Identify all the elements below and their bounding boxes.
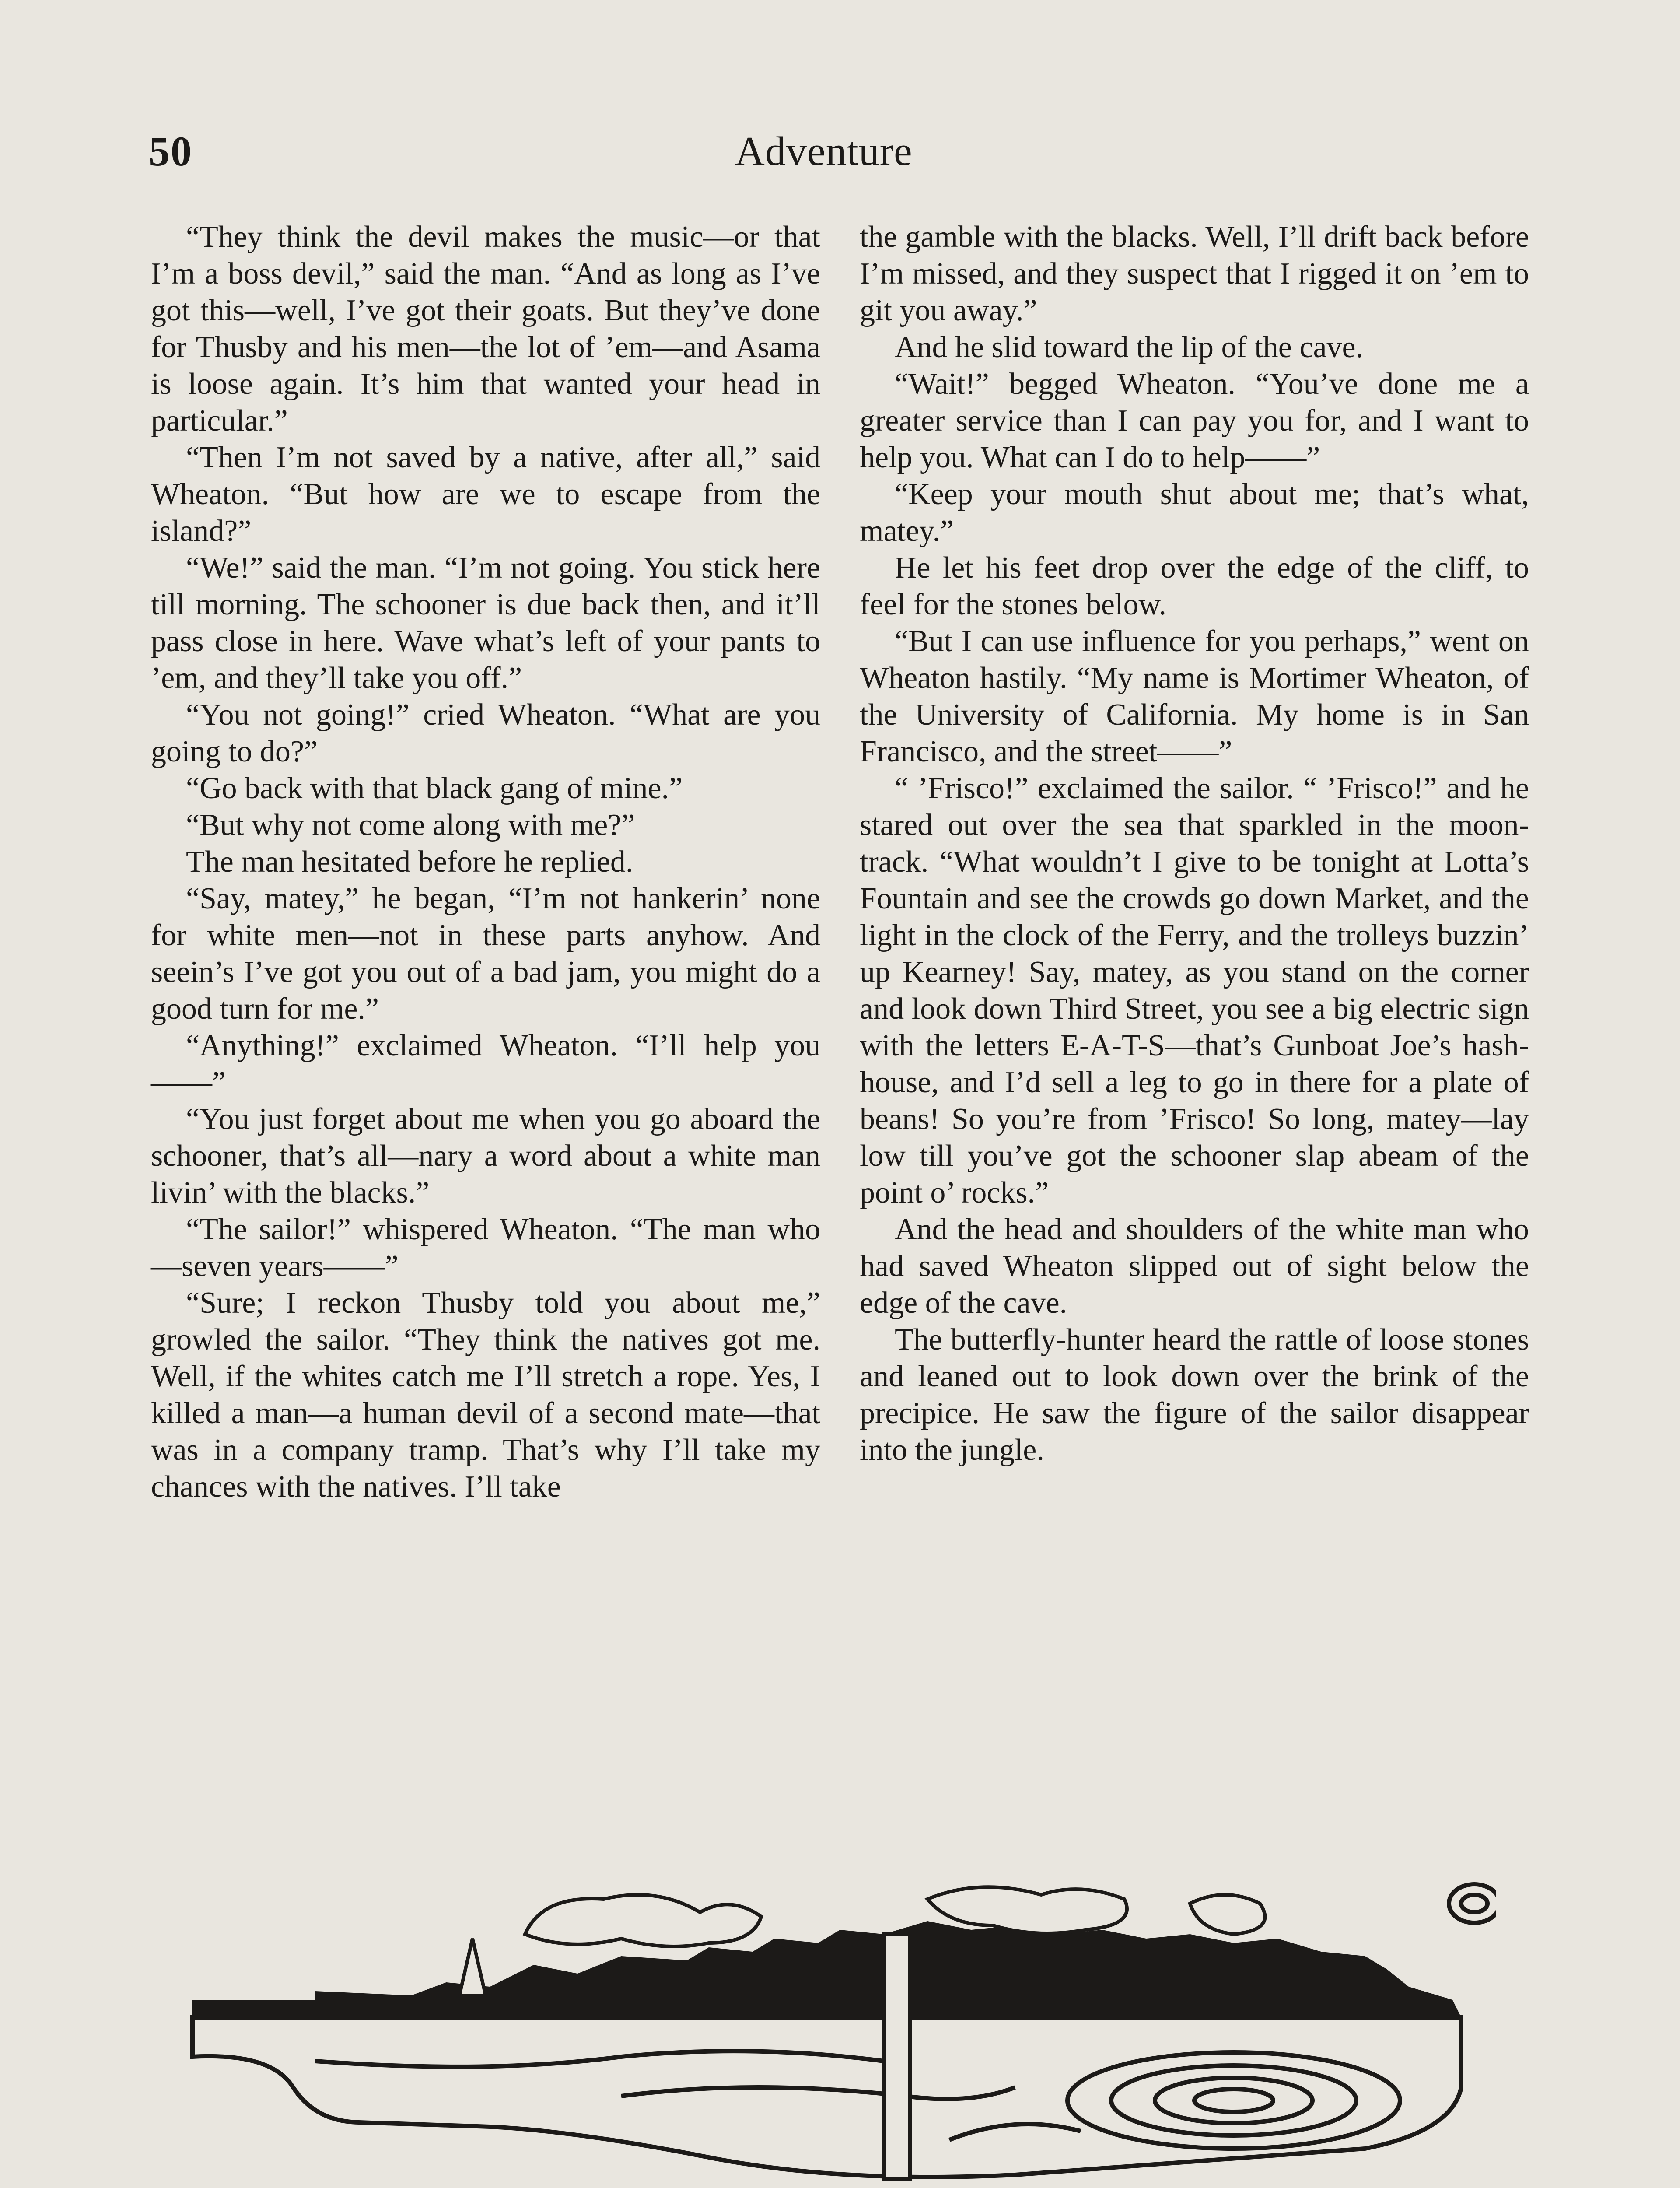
paragraph: “You not going!” cried Wheaton. “What are you going to do?” [151, 698, 820, 768]
paragraph: And the head and shoulders of the white man who had saved Wheaton slipped out of sight below the edge of the cave. [860, 1213, 1529, 1320]
paragraph: the gamble with the blacks. Well, I’ll drift back before I’m missed, and they suspect that I rigged it on ’em to git you away.” [860, 220, 1529, 327]
paragraph: “Then I’m not saved by a native, after all,” said Wheaton. “But how are we to escape from the island?” [151, 441, 820, 548]
paragraph: And he slid toward the lip of the cave. [895, 330, 1364, 364]
left-column [151, 219, 820, 1505]
paragraph: “Say, matey,” he began, “I’m not hankerin’ none for white men—not in these parts anyhow. And seein’s I’ve got you out of a bad jam, you might do a good turn for me.” [151, 882, 820, 1026]
paragraph: “Wait!” begged Wheaton. “You’ve done me a greater service than I can pay you for, and I want to help you. What can I do to help——” [860, 367, 1529, 474]
paragraph: “But why not come along with me?” [186, 808, 635, 842]
paragraph: He let his feet drop over the edge of the cliff, to feel for the stones below. [860, 551, 1529, 621]
paragraph: “But I can use influence for you perhaps,” went on Wheaton hastily. “My name is Mortimer Wheaton, of the University of California. My home is in San Francisco, and the street——” [860, 624, 1529, 768]
paragraph: “Go back with that black gang of mine.” [186, 771, 683, 805]
paragraph: The man hesitated before he replied. [186, 845, 634, 879]
paragraph: “Anything!” exclaimed Wheaton. “I’ll help you——” [151, 1029, 820, 1099]
page-title: Adventure [735, 129, 913, 174]
paragraph: “We!” said the man. “I’m not going. You stick here till morning. The schooner is due back then, and it’ll pass close in here. Wave what’s left of your pants to ’em, and they’ll take you off.” [151, 551, 820, 695]
paragraph: “ ’Frisco!” exclaimed the sailor. “ ’Frisco!” and he stared out over the sea that sparkled in the moon-track. “What wouldn’t I give to be tonight at Lotta’s Fountain and see the crowds go down Market, and the light in the clock of the Ferry, and the trolleys buzzin’ up Kearney! Say, matey, as you stand on the corner and look down Third Street, you see a big electric sign with the letters E-A-T-S—that’s Gunboat Joe’s hash-house, and I’d sell a leg to go in there for a plate of beans! So you’re from ’Frisco! So long, matey—lay low till you’ve got the schooner slap abeam of the point o’ rocks.” [860, 771, 1529, 1210]
paragraph: “You just forget about me when you go aboard the schooner, that’s all—nary a word about a white man livin’ with the blacks.” [151, 1102, 820, 1210]
paragraph: The butterfly-hunter heard the rattle of loose stones and leaned out to look down over the brink of the precipice. He saw the figure of the sailor disappear into the jungle. [860, 1323, 1529, 1467]
page-number: 50 [149, 128, 192, 175]
right-column [860, 219, 1529, 1469]
paragraph: “Sure; I reckon Thusby told you about me,” growled the sailor. “They think the natives got me. Well, if the whites catch me I’ll stretch a rope. Yes, I killed a man—a human devil of a second mate—that was in a company tramp. That’s why I’ll take my chances with the natives. I’ll take [151, 1286, 820, 1504]
harbor-illustration [184, 1869, 1496, 2188]
paragraph: “They think the devil makes the music—or that I’m a boss devil,” said the man. “And as long as I’ve got this—well, I’ve got their goats. But they’ve done for Thusby and his men—the lot of ’em—and Asama is loose again. It’s him that wanted your head in particular.” [151, 220, 820, 438]
paragraph: “Keep your mouth shut about me; that’s what, matey.” [860, 477, 1529, 548]
paragraph: “The sailor!” whispered Wheaton. “The man who—seven years——” [151, 1213, 820, 1283]
